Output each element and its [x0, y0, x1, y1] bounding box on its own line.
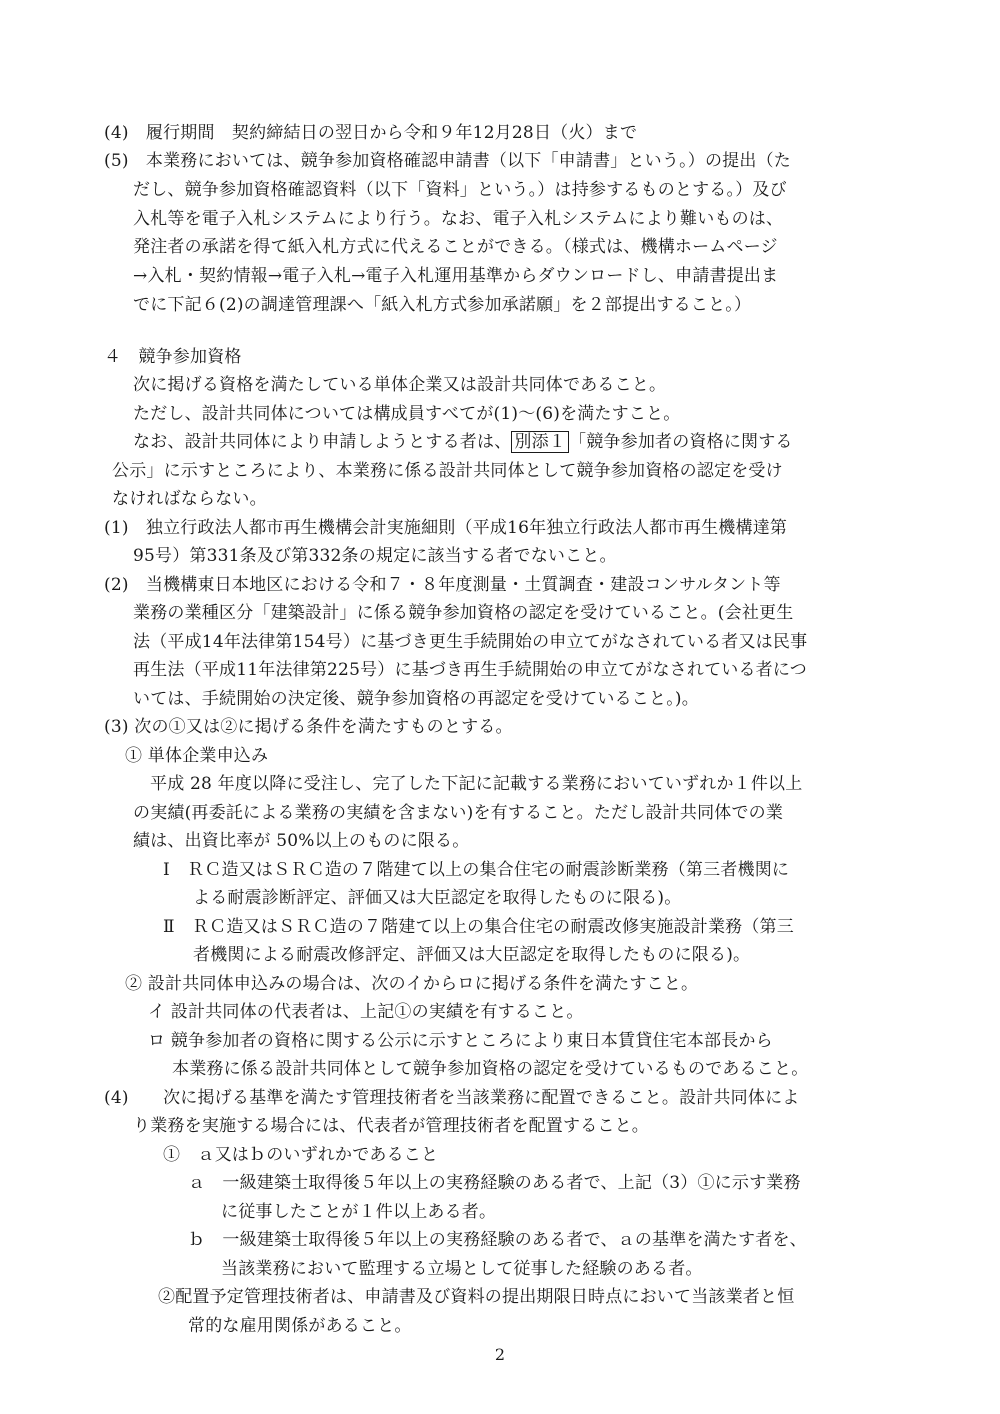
- text-line: (5) 本業務においては、競争参加資格確認申請書（以下「申請書」という。）の提出（た: [104, 151, 791, 171]
- text-line: ② 設計共同体申込みの場合は、次のイからロに掲げる条件を満たすこと。: [125, 974, 699, 994]
- text-line: なければならない。: [112, 489, 267, 509]
- text-line: ① ａ又はｂのいずれかであること: [163, 1145, 439, 1165]
- text-line: いては、手続開始の決定後、競争参加資格の再認定を受けていること。)。: [133, 689, 699, 709]
- text-line: (4) 次に掲げる基準を満たす管理技術者を当該業務に配置できること。設計共同体によ: [104, 1088, 800, 1108]
- attachment-reference: 別添１: [511, 431, 569, 453]
- text-line: の実績(再委託による業務の実績を含まない)を有すること。ただし設計共同体での業: [133, 803, 784, 823]
- text-line: に従事したことが１件以上ある者。: [221, 1202, 497, 1222]
- text-line: Ⅱ ＲＣ造又はＳＲＣ造の７階建て以上の集合住宅の耐震改修実施設計業務（第三: [163, 917, 794, 937]
- text-line: →入札・契約情報→電子入札→電子入札運用基準からダウンロードし、申請書提出ま: [133, 266, 779, 286]
- page-number: 2: [494, 1345, 506, 1364]
- text-line: [133, 431, 793, 453]
- text-line: だし、競争参加資格確認資料（以下「資料」という。）は持参するものとする。）及び: [133, 180, 787, 200]
- text-line: ②配置予定管理技術者は、申請書及び資料の提出期限日時点において当該業者と恒: [158, 1287, 795, 1307]
- text-line: イ 設計共同体の代表者は、上記①の実績を有すること。: [148, 1002, 584, 1022]
- text-line: でに下記６(2)の調達管理課へ「紙入札方式参加承諾願」を２部提出すること。）: [133, 295, 752, 315]
- text-segment: なお、設計共同体により申請しようとする者は、: [133, 432, 512, 452]
- text-segment: 「競争参加者の資格に関する: [569, 432, 793, 452]
- text-line: 常的な雇用関係があること。: [188, 1316, 412, 1336]
- text-line: り業務を実施する場合には、代表者が管理技術者を配置すること。: [133, 1116, 649, 1136]
- text-line: よる耐震診断評定、評価又は大臣認定を取得したものに限る)。: [193, 888, 682, 908]
- text-line: (3) 次の①又は②に掲げる条件を満たすものとする。: [104, 717, 513, 737]
- text-line: 法（平成14年法律第154号）に基づき更生手続開始の申立てがなされている者又は民事: [133, 632, 808, 652]
- text-line: 発注者の承諾を得て紙入札方式に代えることができる。（様式は、機構ホームページ: [133, 237, 778, 257]
- text-line: (4) 履行期間 契約締結日の翌日から令和９年12月28日（火）まで: [104, 123, 638, 143]
- text-line: ① 単体企業申込み: [125, 746, 269, 766]
- text-line: 95号）第331条及び第332条の規定に該当する者でないこと。: [133, 546, 617, 566]
- text-line: (2) 当機構東日本地区における令和７・８年度測量・土質調査・建設コンサルタント等: [104, 575, 781, 595]
- section-heading: ４ 競争参加資格: [104, 347, 242, 367]
- text-line: (1) 独立行政法人都市再生機構会計実施細則（平成16年独立行政法人都市再生機構達第: [104, 518, 788, 538]
- text-line: ロ 競争参加者の資格に関する公示に示すところにより東日本賃貸住宅本部長から: [148, 1031, 773, 1051]
- text-line: 平成 28 年度以降に受注し、完了した下記に記載する業務においていずれか１件以上: [150, 774, 803, 794]
- text-line: 当該業務において監理する立場として従事した経験のある者。: [221, 1259, 703, 1279]
- text-line: 公示」に示すところにより、本業務に係る設計共同体として競争参加資格の認定を受け: [112, 461, 783, 481]
- text-line: ｂ 一級建築士取得後５年以上の実務経験のある者で、ａの基準を満たす者を、: [188, 1230, 807, 1250]
- text-line: 次に掲げる資格を満たしている単体企業又は設計共同体であること。: [133, 375, 667, 395]
- text-line: 本業務に係る設計共同体として競争参加資格の認定を受けているものであること。: [172, 1059, 809, 1079]
- text-line: 者機関による耐震改修評定、評価又は大臣認定を取得したものに限る)。: [193, 945, 751, 965]
- text-line: ａ 一級建築士取得後５年以上の実務経験のある者で、上記（3）①に示す業務: [188, 1173, 801, 1193]
- text-line: 入札等を電子入札システムにより行う。なお、電子入札システムにより難いものは、: [133, 209, 784, 229]
- text-line: 再生法（平成11年法律第225号）に基づき再生手続開始の申立てがなされている者につ: [133, 660, 807, 680]
- text-line: ただし、設計共同体については構成員すべてが(1)～(6)を満たすこと。: [133, 404, 681, 424]
- text-line: Ⅰ ＲＣ造又はＳＲＣ造の７階建て以上の集合住宅の耐震診断業務（第三者機関に: [163, 860, 790, 880]
- text-line: 績は、出資比率が 50%以上のものに限る。: [133, 831, 470, 851]
- text-line: 業務の業種区分「建築設計」に係る競争参加資格の認定を受けていること。(会社更生: [133, 603, 794, 623]
